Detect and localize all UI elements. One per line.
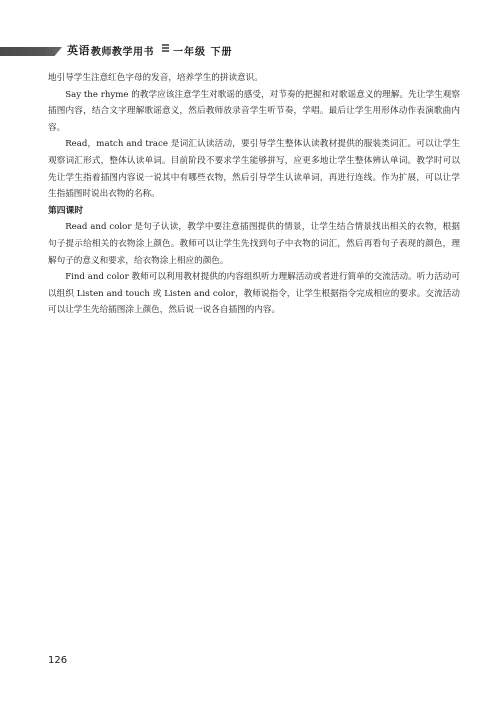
book-title: 教师教学用书 <box>91 47 154 58</box>
header-decorative-bar <box>0 47 62 56</box>
page-number: 126 <box>48 655 68 666</box>
paragraph: Say the rhyme 的教学应该注意学生对歌谣的感受，对节奏的把握和对歌谣意义的理解。先让学生观察插图内容，结合文字理解歌谣意义，然后教师放录音学生听节奏，学唱。最后让学生用形体动作表演歌曲内容。 <box>48 89 460 133</box>
paragraph: Find and color 教师可以利用教材提供的内容组织听力理解活动或者进行简单的交流活动。听力活动可以组织 Listen and touch 或 Listen and color，教师说指令，让学生根据指令完成相应的要求。交流活动可以让学生先给插图涂上颜色，然后说一说各自插图的内容。 <box>48 272 460 316</box>
paragraph: Read and color 是句子认读，教学中要注意插图提供的情景，让学生结合情景找出相关的衣物，根据句子提示给相关的衣物涂上颜色。教师可以让学生先找到句子中衣物的词汇，然后再看句子表现的颜色，理解句子的意义和要求，给衣物涂上相应的颜色。 <box>48 222 460 266</box>
book-grade: 一年级 下册 <box>173 47 233 58</box>
section-heading: 第四课时 <box>48 205 84 216</box>
page-body <box>48 70 460 319</box>
page-header <box>0 38 500 64</box>
paragraph: 地引导学生注意红色字母的发音，培养学生的拼读意识。 <box>48 73 263 83</box>
paragraph: Read，match and trace 是词汇认读活动，要引导学生整体认读教材提供的服装类词汇。可以让学生观察词汇形式，整体认读单词。目前阶段不要求学生能够拼写，应更多地让学生整体辨认单词。教学时可以先让学生指着插图内容说一说其中有哪些衣物，然后引导学生认读单词，再进行连线。作为扩展，可以让学生指插图时说出衣物的名称。 <box>48 139 460 200</box>
book-subject: 英语 <box>67 44 90 57</box>
separator-icon <box>162 44 169 56</box>
